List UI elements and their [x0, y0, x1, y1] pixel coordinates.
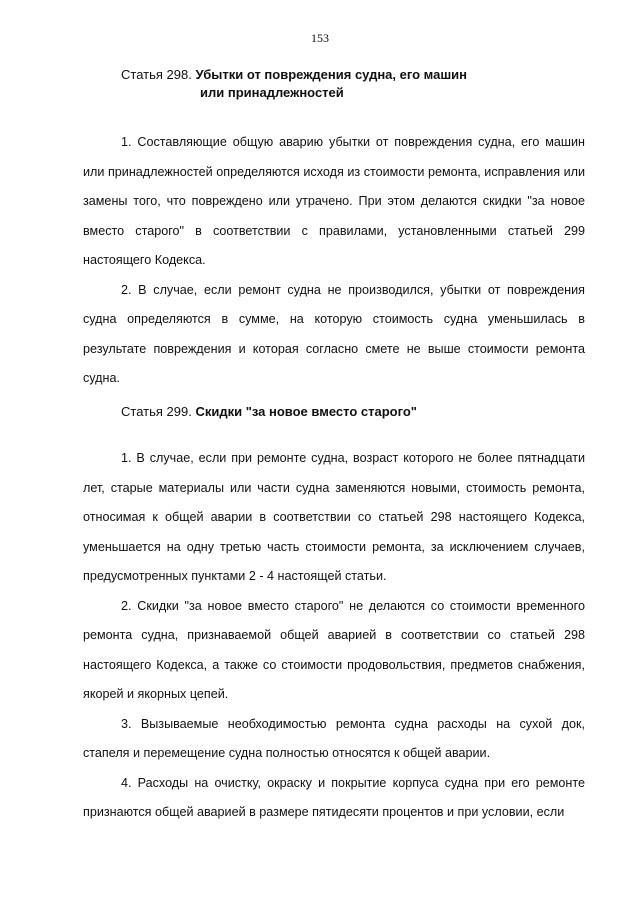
article-298-title-line1: Убытки от повреждения судна, его машин	[195, 67, 468, 82]
article-298-prefix: Статья 298.	[121, 67, 192, 82]
article-298-paragraph-1: 1. Составляющие общую аварию убытки от повреждения судна, его машин или принадлежностей определяются исходя из стоимости ремонта, исправления или замены того, что повреждено или утрачено. При этом делаются скидки "за новое вместо старого" в соответствии с правилами, установленными статьей 299 настоящего Кодекса.	[83, 135, 585, 267]
article-299-paragraph-1: 1. В случае, если при ремонте судна, возраст которого не более пятнадцати лет, старые материалы или части судна заменяются новыми, стоимость ремонта, относимая к общей аварии в соответствии со статьей 298 настоящего Кодекса, уменьшается на одну третью часть стоимости ремонта, за исключением случаев, предусмотренных пунктами 2 - 4 настоящей статьи.	[83, 451, 585, 583]
article-299-title: Скидки "за новое вместо старого"	[195, 404, 417, 419]
article-298-body	[83, 128, 585, 394]
article-298-title-line2: или принадлежностей	[200, 85, 344, 100]
article-299-prefix: Статья 299.	[121, 404, 192, 419]
article-299-paragraph-3: 3. Вызываемые необходимостью ремонта судна расходы на сухой док, стапеля и перемещение судна полностью относятся к общей аварии.	[83, 716, 585, 760]
article-299-paragraph-2: 2. Скидки "за новое вместо старого" не делаются со стоимости временного ремонта судна, признаваемой общей аварией в соответствии со статьей 298 настоящего Кодекса, а также со стоимости продовольствия, предметов снабжения, якорей и якорных цепей.	[83, 598, 585, 701]
article-299-heading	[121, 403, 417, 421]
page-number: 153	[311, 31, 329, 45]
article-299-body	[83, 444, 585, 828]
article-298-heading	[121, 66, 467, 102]
article-299-paragraph-4: 4. Расходы на очистку, окраску и покрытие корпуса судна при его ремонте признаются общей аварией в размере пятидесяти процентов и при условии, если	[83, 775, 585, 819]
article-298-paragraph-2: 2. В случае, если ремонт судна не производился, убытки от повреждения судна определяются в сумме, на которую стоимость судна уменьшилась в результате повреждения и которая согласно смете не выше стоимости ремонта судна.	[83, 282, 585, 385]
